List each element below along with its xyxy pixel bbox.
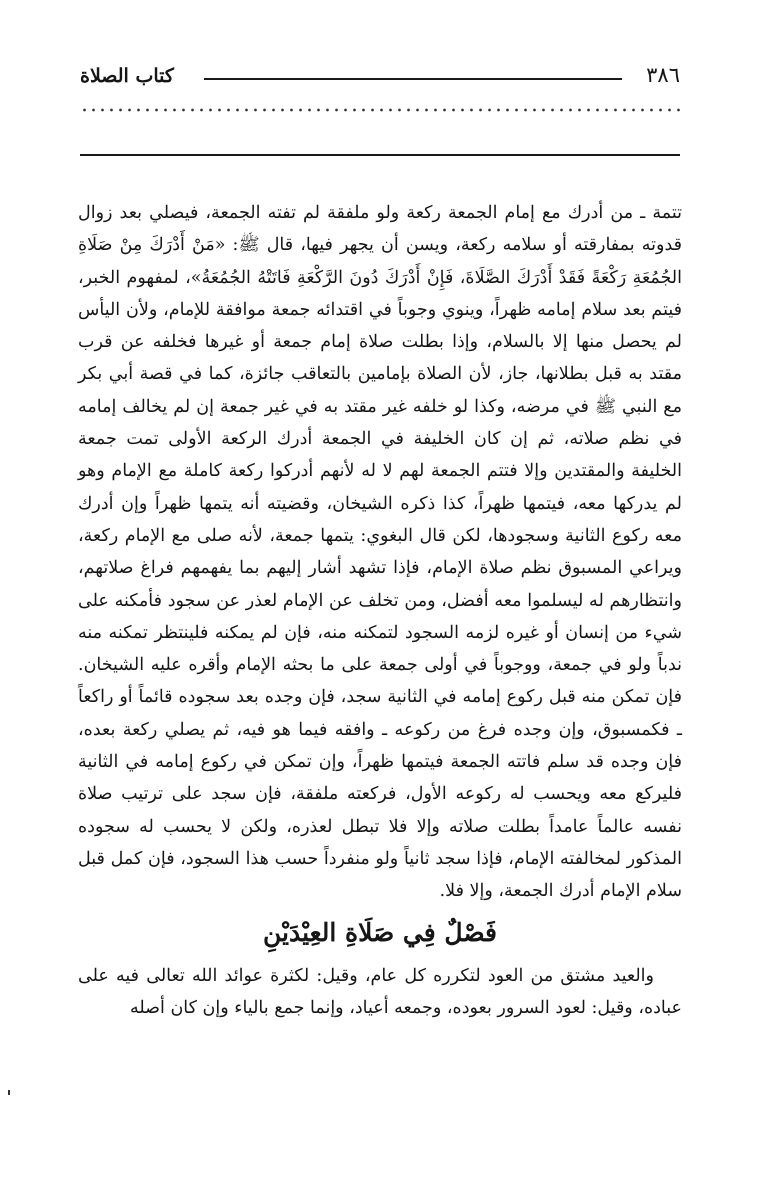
main-text (78, 197, 682, 1024)
scan-edge-mark (8, 1090, 10, 1095)
body-paragraph: تتمة ـ من أدرك مع إمام الجمعة ركعة ولو ملفقة لم تفته الجمعة، فيصلي بعد زوال قدوته بمفارقته أو سلامه ركعة، ويسن أن يجهر فيها، قال ﷺ: «مَنْ أَدْرَكَ مِنْ صَلَاةِ الجُمُعَةِ رَكْعَةً فَقَدْ أَدْرَكَ الصَّلَاةَ، فَإِنْ أَدْرَكَ دُونَ الرَّكْعَةِ فَاتَتْهُ الجُمُعَةُ»، لمفهوم الخبر، فيتم بعد سلام إمامه ظهراً، وينوي وجوباً في اقتدائه جمعة موافقة للإمام، ولأن اليأس لم يحصل منها إلا بالسلام، وإذا بطلت صلاة إمام جمعة أو غيرها فخلفه عن قرب مقتد به قبل بطلانها، جاز، لأن الصلاة بإمامين بالتعاقب جائزة، كما في قصة أبي بكر مع النبي ﷺ في مرضه، وكذا لو خلفه غير مقتد به في غير جمعة إن لم يخالف إمامه في نظم صلاته، ثم إن كان الخليفة في الجمعة أدرك الركعة الأولى تمت جمعة الخليفة والمقتدين وإلا فتتم الجمعة لهم لا له لأنهم أدركوا ركعة كاملة مع الإمام وهو لم يدركها معه، فيتمها ظهراً، كذا ذكره الشيخان، وقضيته أنه يتمها ظهراً وإن أدرك معه ركوع الثانية وسجودها، لكن قال البغوي: يتمها جمعة، لأنه صلى مع الإمام ركعة، ويراعي المسبوق نظم صلاة الإمام، فإذا تشهد أشار إليهم بما يفهمهم فراغ صلاتهم، وانتظارهم له ليسلموا معه أفضل، ومن تخلف عن الإمام لعذر عن سجود فأمكنه على شيء من إنسان أو غيره لزمه السجود لتمكنه منه، فإن لم يمكنه فلينتظر تمكنه منه ندباً ولو في جمعة، ووجوباً في أولى جمعة على ما بحثه الإمام وأقره عليه الشيخان. فإن تمكن منه قبل ركوع إمامه في الثانية سجد، فإن وجده بعد سجوده قائماً أو راكعاً ـ فكمسبوق، وإن وجده فرغ من ركوعه ـ وافقه فيما هو فيه، ثم يصلي ركعة بعده، فإن وجده قد سلم فاتته الجمعة فيتمها ظهراً، وإن تمكن في ركوع إمامه في الثانية فليركع معه ويحسب له ركوعه الأول، فركعته ملفقة، فإن سجد على ترتيب صلاة نفسه عالماً عامداً بطلت صلاته وإلا فلا تبطل لعذره، ولكن لا يحسب له سجوده المذكور لمخالفته الإمام، فإذا سجد ثانياً ولو منفرداً حسب هذا السجود، فإن كمل قبل سلام الإمام أدرك الجمعة، وإلا فلا. (78, 203, 682, 902)
dotted-separator (80, 103, 680, 117)
book-title: كتاب الصلاة (80, 65, 174, 87)
section-heading: فَصْلٌ فِي صَلَاةِ العِيْدَيْنِ (263, 917, 497, 947)
footnote-divider (80, 154, 680, 156)
page-number: ٣٨٦ (646, 63, 680, 87)
section-paragraph: والعيد مشتق من العود لتكرره كل عام، وقيل: لكثرة عوائد الله تعالى فيه على عباده، وقيل: لعود السرور بعوده، وجمعه أعياد، وإنما جمع بالياء وإن كان أصله (78, 965, 682, 1018)
header-rule (204, 78, 622, 80)
page-header (80, 62, 680, 90)
